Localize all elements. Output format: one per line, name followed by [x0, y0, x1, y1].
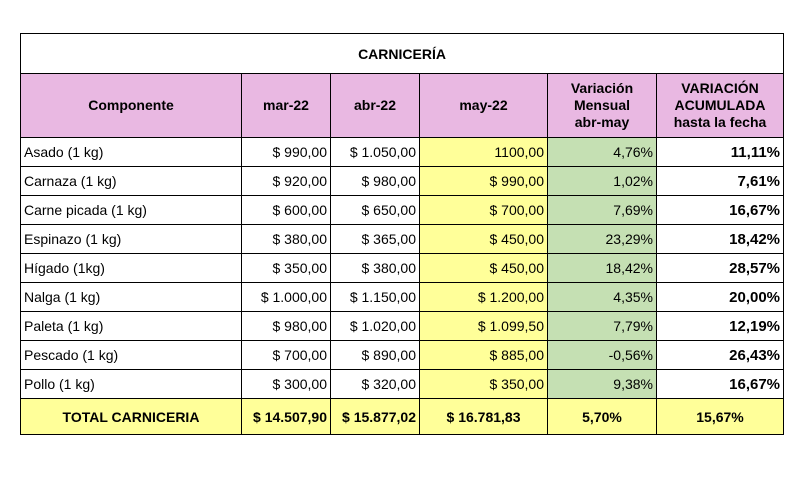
table-row: [21, 254, 784, 283]
cell-variacion: 7,69%: [548, 196, 657, 225]
header-acumulada-line3: hasta la fecha: [673, 114, 767, 130]
total-var: 5,70%: [548, 399, 657, 435]
table-row: [21, 283, 784, 312]
cell-acumulada: 16,67%: [657, 370, 784, 399]
cell-acumulada: 12,19%: [657, 312, 784, 341]
header-componente: Componente: [21, 74, 242, 138]
cell-abr: $ 980,00: [331, 167, 420, 196]
cell-componente: Pollo (1 kg): [21, 370, 242, 399]
total-abr: $ 15.877,02: [331, 399, 420, 435]
cell-componente: Carne picada (1 kg): [21, 196, 242, 225]
total-may: $ 16.781,83: [420, 399, 548, 435]
cell-acumulada: 20,00%: [657, 283, 784, 312]
cell-mar: $ 600,00: [242, 196, 331, 225]
cell-abr: $ 650,00: [331, 196, 420, 225]
total-row: [21, 399, 784, 435]
cell-may: $ 885,00: [420, 341, 548, 370]
table-row: [21, 167, 784, 196]
cell-componente: Hígado (1kg): [21, 254, 242, 283]
cell-abr: $ 320,00: [331, 370, 420, 399]
cell-variacion: 23,29%: [548, 225, 657, 254]
cell-acumulada: 28,57%: [657, 254, 784, 283]
table-row: [21, 370, 784, 399]
table-row: [21, 341, 784, 370]
cell-acumulada: 18,42%: [657, 225, 784, 254]
header-row: [21, 74, 784, 138]
cell-may: $ 1.099,50: [420, 312, 548, 341]
cell-abr: $ 890,00: [331, 341, 420, 370]
cell-mar: $ 380,00: [242, 225, 331, 254]
cell-may: $ 450,00: [420, 225, 548, 254]
header-mar: mar-22: [242, 74, 331, 138]
cell-mar: $ 980,00: [242, 312, 331, 341]
cell-abr: $ 380,00: [331, 254, 420, 283]
cell-componente: Pescado (1 kg): [21, 341, 242, 370]
cell-componente: Paleta (1 kg): [21, 312, 242, 341]
total-acc: 15,67%: [657, 399, 784, 435]
header-acumulada: [657, 74, 784, 138]
cell-may: $ 450,00: [420, 254, 548, 283]
cell-variacion: 1,02%: [548, 167, 657, 196]
cell-acumulada: 7,61%: [657, 167, 784, 196]
total-label: TOTAL CARNICERIA: [21, 399, 242, 435]
cell-variacion: 7,79%: [548, 312, 657, 341]
cell-acumulada: 16,67%: [657, 196, 784, 225]
total-mar: $ 14.507,90: [242, 399, 331, 435]
cell-may: $ 990,00: [420, 167, 548, 196]
cell-may: $ 700,00: [420, 196, 548, 225]
header-variacion-line2: Mensual: [573, 97, 630, 113]
cell-componente: Espinazo (1 kg): [21, 225, 242, 254]
table-row: [21, 312, 784, 341]
cell-mar: $ 990,00: [242, 138, 331, 167]
header-variacion: [548, 74, 657, 138]
cell-variacion: 4,76%: [548, 138, 657, 167]
cell-may: $ 1.200,00: [420, 283, 548, 312]
table-row: [21, 225, 784, 254]
cell-componente: Nalga (1 kg): [21, 283, 242, 312]
table-row: [21, 138, 784, 167]
cell-variacion: -0,56%: [548, 341, 657, 370]
header-abr: abr-22: [331, 74, 420, 138]
cell-mar: $ 300,00: [242, 370, 331, 399]
cell-variacion: 18,42%: [548, 254, 657, 283]
cell-acumulada: 26,43%: [657, 341, 784, 370]
carniceria-table: [20, 33, 784, 435]
cell-componente: Carnaza (1 kg): [21, 167, 242, 196]
cell-may: 1100,00: [420, 138, 548, 167]
cell-may: $ 350,00: [420, 370, 548, 399]
cell-mar: $ 700,00: [242, 341, 331, 370]
cell-mar: $ 1.000,00: [242, 283, 331, 312]
table-title: CARNICERÍA: [21, 34, 784, 74]
cell-componente: Asado (1 kg): [21, 138, 242, 167]
cell-variacion: 9,38%: [548, 370, 657, 399]
header-acumulada-line2: ACUMULADA: [674, 97, 766, 113]
cell-mar: $ 350,00: [242, 254, 331, 283]
cell-mar: $ 920,00: [242, 167, 331, 196]
cell-abr: $ 365,00: [331, 225, 420, 254]
cell-acumulada: 11,11%: [657, 138, 784, 167]
header-may: may-22: [420, 74, 548, 138]
header-acumulada-line1: VARIACIÓN: [681, 80, 759, 96]
table-row: [21, 196, 784, 225]
header-variacion-line1: Variación: [570, 80, 634, 96]
cell-abr: $ 1.020,00: [331, 312, 420, 341]
cell-abr: $ 1.150,00: [331, 283, 420, 312]
cell-abr: $ 1.050,00: [331, 138, 420, 167]
header-variacion-line3: abr-may: [574, 114, 630, 130]
cell-variacion: 4,35%: [548, 283, 657, 312]
